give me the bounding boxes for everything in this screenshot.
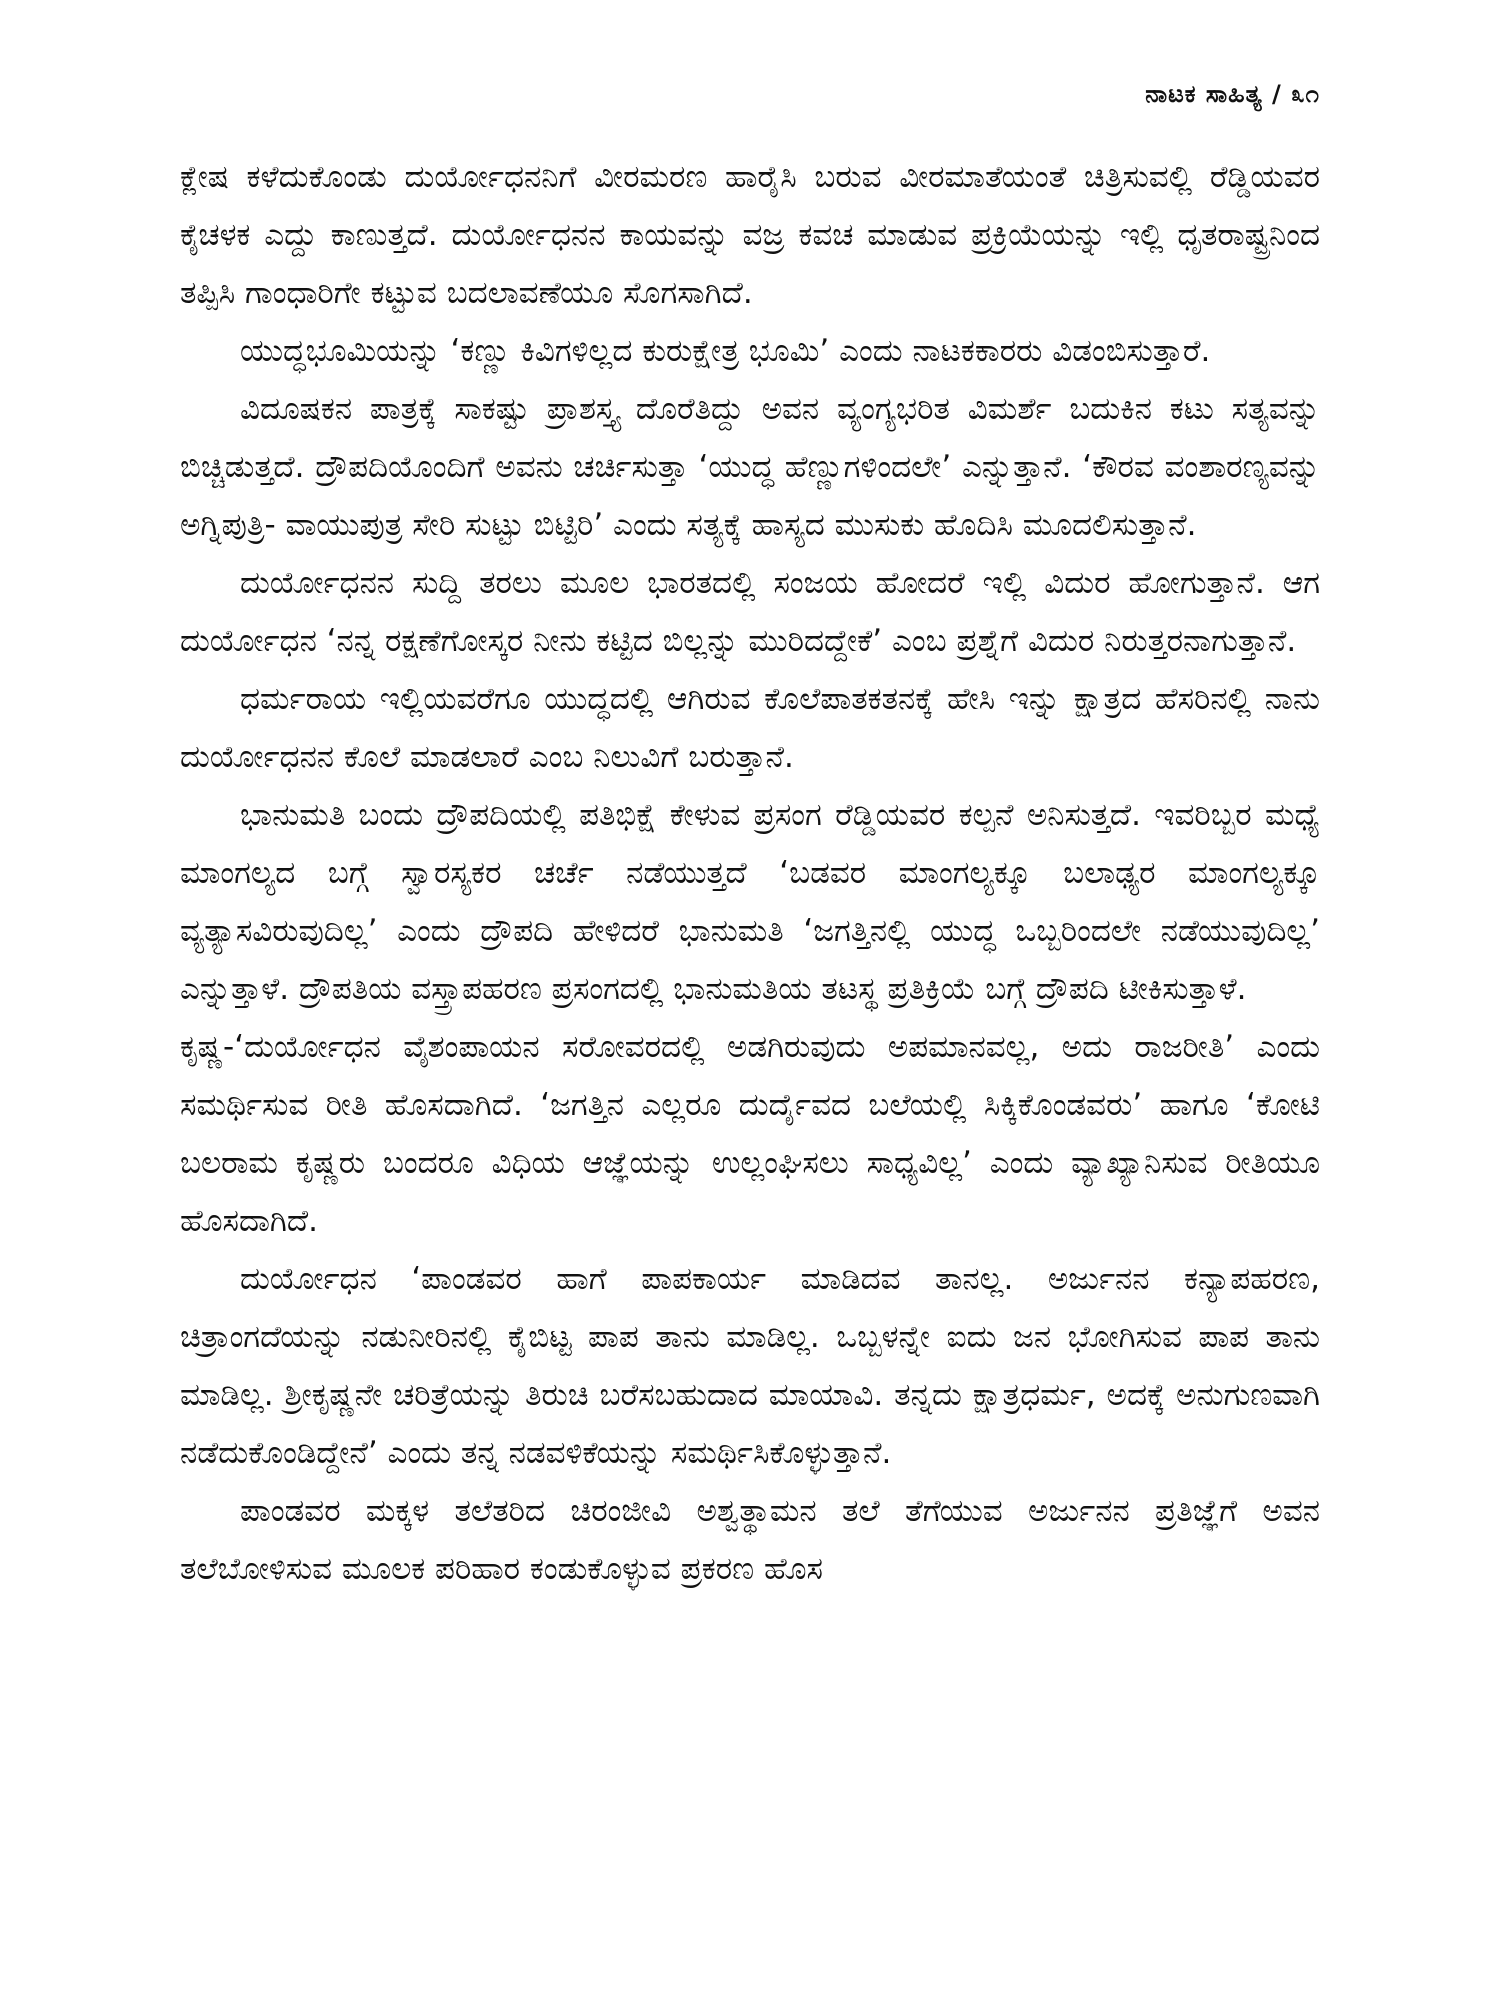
paragraph: ದುರ್ಯೋಧನನ ಸುದ್ದಿ ತರಲು ಮೂಲ ಭಾರತದಲ್ಲಿ ಸಂಜಯ ಹೋದರೆ ಇಲ್ಲಿ ವಿದುರ ಹೋಗುತ್ತಾನೆ. ಆಗ ದುರ್ಯೋಧನ ‘ನನ್ನ ರಕ್ಷಣೆಗೋಸ್ಕರ ನೀನು ಕಟ್ಟಿದ ಬಿಲ್ಲನ್ನು ಮುರಿದದ್ದೇಕೆ’ ಎಂಬ ಪ್ರಶ್ನೆಗೆ ವಿದುರ ನಿರುತ್ತರನಾಗುತ್ತಾನೆ. — [180, 565, 1320, 659]
body-text — [180, 148, 1320, 1598]
paragraph: ವಿದೂಷಕನ ಪಾತ್ರಕ್ಕೆ ಸಾಕಷ್ಟು ಪ್ರಾಶಸ್ತ್ಯ ದೊರೆತಿದ್ದು ಅವನ ವ್ಯಂಗ್ಯಭರಿತ ವಿಮರ್ಶೆ ಬದುಕಿನ ಕಟು ಸತ್ಯವನ್ನು ಬಿಚ್ಚಿಡುತ್ತದೆ. ದ್ರೌಪದಿಯೊಂದಿಗೆ ಅವನು ಚರ್ಚಿಸುತ್ತಾ ‘ಯುದ್ಧ ಹೆಣ್ಣುಗಳಿಂದಲೇ’ ಎನ್ನುತ್ತಾನೆ. ‘ಕೌರವ ವಂಶಾರಣ್ಯವನ್ನು ಅಗ್ನಿಪುತ್ರಿ- ವಾಯುಪುತ್ರ ಸೇರಿ ಸುಟ್ಟು ಬಿಟ್ಟಿರಿ’ ಎಂದು ಸತ್ಯಕ್ಕೆ ಹಾಸ್ಯದ ಮುಸುಕು ಹೊದಿಸಿ ಮೂದಲಿಸುತ್ತಾನೆ. — [180, 391, 1320, 543]
paragraph: ಪಾಂಡವರ ಮಕ್ಕಳ ತಲೆತರಿದ ಚಿರಂಜೀವಿ ಅಶ್ವತ್ಥಾಮನ ತಲೆ ತೆಗೆಯುವ ಅರ್ಜುನನ ಪ್ರತಿಜ್ಞೆಗೆ ಅವನ ತಲೆಬೋಳಿಸುವ ಮೂಲಕ ಪರಿಹಾರ ಕಂಡುಕೊಳ್ಳುವ ಪ್ರಕರಣ ಹೊಸ — [180, 1493, 1320, 1587]
running-header: ನಾಟಕ ಸಾಹಿತ್ಯ / ೩೧ — [1145, 80, 1320, 108]
paragraph: ಭಾನುಮತಿ ಬಂದು ದ್ರೌಪದಿಯಲ್ಲಿ ಪತಿಭಿಕ್ಷೆ ಕೇಳುವ ಪ್ರಸಂಗ ರೆಡ್ಡಿಯವರ ಕಲ್ಪನೆ ಅನಿಸುತ್ತದೆ. ಇವರಿಬ್ಬರ ಮಧ್ಯೆ ಮಾಂಗಲ್ಯದ ಬಗ್ಗೆ ಸ್ವಾರಸ್ಯಕರ ಚರ್ಚೆ ನಡೆಯುತ್ತದೆ ‘ಬಡವರ ಮಾಂಗಲ್ಯಕ್ಕೂ ಬಲಾಢ್ಯರ ಮಾಂಗಲ್ಯಕ್ಕೂ ವ್ಯತ್ಯಾಸವಿರುವುದಿಲ್ಲ’ ಎಂದು ದ್ರೌಪದಿ ಹೇಳಿದರೆ ಭಾನುಮತಿ ‘ಜಗತ್ತಿನಲ್ಲಿ ಯುದ್ಧ ಒಬ್ಬರಿಂದಲೇ ನಡೆಯುವುದಿಲ್ಲ’ ಎನ್ನುತ್ತಾಳೆ. ದ್ರೌಪತಿಯ ವಸ್ತ್ರಾಪಹರಣ ಪ್ರಸಂಗದಲ್ಲಿ ಭಾನುಮತಿಯ ತಟಸ್ಥ ಪ್ರತಿಕ್ರಿಯೆ ಬಗ್ಗೆ ದ್ರೌಪದಿ ಟೀಕಿಸುತ್ತಾಳೆ. — [180, 797, 1320, 1007]
paragraph-continuation: ಕ್ಲೇಷ ಕಳೆದುಕೊಂಡು ದುರ್ಯೋಧನನಿಗೆ ವೀರಮರಣ ಹಾರೈಸಿ ಬರುವ ವೀರಮಾತೆಯಂತೆ ಚಿತ್ರಿಸುವಲ್ಲಿ ರೆಡ್ಡಿಯವರ ಕೈಚಳಕ ಎದ್ದು ಕಾಣುತ್ತದೆ. ದುರ್ಯೋಧನನ ಕಾಯವನ್ನು ವಜ್ರ ಕವಚ ಮಾಡುವ ಪ್ರಕ್ರಿಯೆಯನ್ನು ಇಲ್ಲಿ ಧೃತರಾಷ್ಟ್ರನಿಂದ ತಪ್ಪಿಸಿ ಗಾಂಧಾರಿಗೇ ಕಟ್ಟುವ ಬದಲಾವಣೆಯೂ ಸೊಗಸಾಗಿದೆ. — [180, 159, 1320, 311]
paragraph: ದುರ್ಯೋಧನ ‘ಪಾಂಡವರ ಹಾಗೆ ಪಾಪಕಾರ್ಯ ಮಾಡಿದವ ತಾನಲ್ಲ. ಅರ್ಜುನನ ಕನ್ಯಾಪಹರಣ, ಚಿತ್ರಾಂಗದೆಯನ್ನು ನಡುನೀರಿನಲ್ಲಿ ಕೈಬಿಟ್ಟ ಪಾಪ ತಾನು ಮಾಡಿಲ್ಲ. ಒಬ್ಬಳನ್ನೇ ಐದು ಜನ ಭೋಗಿಸುವ ಪಾಪ ತಾನು ಮಾಡಿಲ್ಲ. ಶ್ರೀಕೃಷ್ಣನೇ ಚರಿತ್ರೆಯನ್ನು ತಿರುಚಿ ಬರೆಸಬಹುದಾದ ಮಾಯಾವಿ. ತನ್ನದು ಕ್ಷಾತ್ರಧರ್ಮ, ಅದಕ್ಕೆ ಅನುಗುಣವಾಗಿ ನಡೆದುಕೊಂಡಿದ್ದೇನೆ’ ಎಂದು ತನ್ನ ನಡವಳಿಕೆಯನ್ನು ಸಮರ್ಥಿಸಿಕೊಳ್ಳುತ್ತಾನೆ. — [180, 1261, 1320, 1471]
paragraph: ಯುದ್ಧಭೂಮಿಯನ್ನು ‘ಕಣ್ಣು ಕಿವಿಗಳಿಲ್ಲದ ಕುರುಕ್ಷೇತ್ರ ಭೂಮಿ’ ಎಂದು ನಾಟಕಕಾರರು ವಿಡಂಬಿಸುತ್ತಾರೆ. — [240, 333, 1211, 369]
paragraph: ಕೃಷ್ಣ-‘ದುರ್ಯೋಧನ ವೈಶಂಪಾಯನ ಸರೋವರದಲ್ಲಿ ಅಡಗಿರುವುದು ಅಪಮಾನವಲ್ಲ, ಅದು ರಾಜರೀತಿ’ ಎಂದು ಸಮರ್ಥಿಸುವ ರೀತಿ ಹೊಸದಾಗಿದೆ. ‘ಜಗತ್ತಿನ ಎಲ್ಲರೂ ದುರ್ದೈವದ ಬಲೆಯಲ್ಲಿ ಸಿಕ್ಕಿಕೊಂಡವರು’ ಹಾಗೂ ‘ಕೋಟಿ ಬಲರಾಮ ಕೃಷ್ಣರು ಬಂದರೂ ವಿಧಿಯ ಆಜ್ಞೆಯನ್ನು ಉಲ್ಲಂಘಿಸಲು ಸಾಧ್ಯವಿಲ್ಲ’ ಎಂದು ವ್ಯಾಖ್ಯಾನಿಸುವ ರೀತಿಯೂ ಹೊಸದಾಗಿದೆ. — [180, 1029, 1320, 1239]
paragraph: ಧರ್ಮರಾಯ ಇಲ್ಲಿಯವರೆಗೂ ಯುದ್ಧದಲ್ಲಿ ಆಗಿರುವ ಕೊಲೆಪಾತಕತನಕ್ಕೆ ಹೇಸಿ ಇನ್ನು ಕ್ಷಾತ್ರದ ಹೆಸರಿನಲ್ಲಿ ನಾನು ದುರ್ಯೋಧನನ ಕೊಲೆ ಮಾಡಲಾರೆ ಎಂಬ ನಿಲುವಿಗೆ ಬರುತ್ತಾನೆ. — [180, 681, 1320, 775]
